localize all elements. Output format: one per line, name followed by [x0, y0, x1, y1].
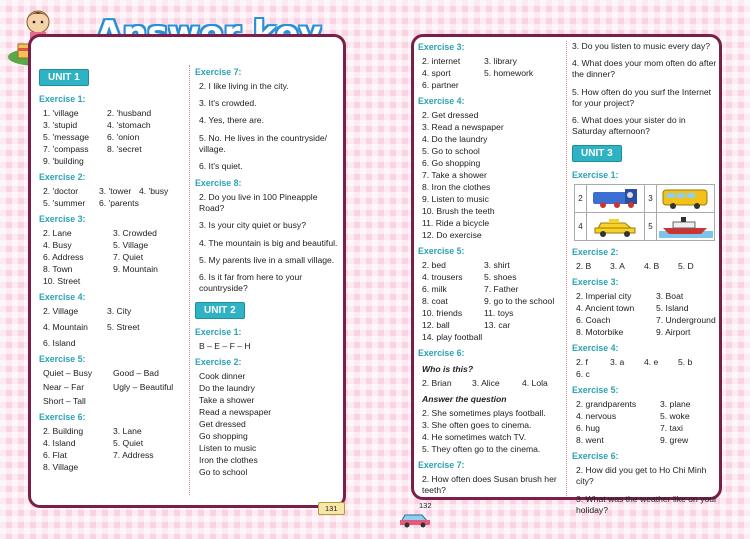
exercise-7-answers [195, 81, 341, 172]
answer: 11. Ride a bicycle [422, 218, 490, 228]
page-number-right: 132 [419, 501, 432, 510]
answer: 4. Ancient town [576, 303, 635, 314]
answer: 6. Address [43, 252, 84, 262]
exercise-label: Exercise 2: [572, 247, 619, 258]
answer: 7. 'compass [43, 144, 89, 154]
answer: 4. B [644, 261, 660, 272]
left-column-2 [195, 65, 341, 479]
answer: 2. Village [43, 306, 79, 316]
unit-2-exercise-7-continued [572, 41, 720, 137]
answer: 5. No. He lives in the countryside/ village. [199, 132, 328, 154]
answer: 4. Do the laundry [422, 134, 488, 144]
answer: 10. Street [43, 276, 81, 286]
exercise-4-answers [418, 110, 566, 240]
unit-3-exercise-2-answers [572, 261, 720, 271]
answer: 5. Quiet [113, 438, 144, 448]
who-is-this-answers [418, 378, 566, 388]
answer: 3. Lane [113, 426, 142, 436]
answer: 2. Brian [422, 378, 452, 388]
ship-picture [657, 213, 715, 241]
exercise-5-answers [39, 368, 187, 406]
answer: 8. Village [43, 462, 79, 472]
left-column-1 [39, 67, 187, 472]
answer: 5. 'summer [43, 198, 86, 208]
answer: 3. Boat [656, 291, 684, 302]
answer: 6. Flat [43, 450, 67, 460]
answer: 4. e [644, 357, 659, 368]
left-answer-panel [28, 34, 346, 508]
answer: 6. Coach [576, 315, 611, 326]
answer: 5. woke [660, 411, 690, 422]
exercise-2-answers [39, 186, 187, 208]
answer: 9. Airport [656, 327, 691, 338]
answer: 9. grew [660, 435, 689, 446]
answer: 10. Brush the teeth [422, 206, 495, 216]
answer: 9. 'building [43, 156, 84, 166]
answer: Iron the clothes [199, 455, 258, 466]
exercise-label: Exercise 1: [572, 170, 619, 181]
exercise-label: Exercise 3: [418, 42, 465, 52]
answer: 7. Underground [656, 315, 716, 326]
exercise-label: Exercise 6: [39, 412, 86, 422]
exercise-5-answers [418, 260, 566, 342]
exercise-3-answers [39, 228, 187, 286]
answer: 5. shoes [484, 272, 517, 282]
answer: 4. He sometimes watch TV. [422, 432, 527, 442]
exercise-label: Exercise 4: [39, 292, 86, 302]
exercise-6-answers [39, 426, 187, 472]
answer: 2. bed [422, 260, 446, 270]
answer: 2. 'doctor [43, 186, 79, 196]
answer: 14. play football [422, 332, 483, 342]
answer: 6. Go shopping [422, 158, 481, 168]
answer: Good – Bad [113, 368, 159, 378]
answer: 2. Imperial city [576, 291, 632, 302]
answer: 9. go to the school [484, 296, 555, 306]
answer: 5. Go to school [422, 146, 480, 156]
answer: 3. plane [660, 399, 691, 410]
answer: 6. 'onion [107, 132, 140, 142]
answer: 5. 'message [43, 132, 90, 142]
answer: 8. Motorbike [576, 327, 624, 338]
picture-number: 3 [645, 185, 657, 213]
answer: 12. ball [422, 320, 450, 330]
exercise-4-answers [39, 306, 187, 348]
answer: 3. It's crowded. [199, 98, 257, 109]
answer: 4. Mountain [43, 322, 88, 332]
answer: 5. Village [113, 240, 149, 250]
answer: 3. Do you listen to music every day? [572, 41, 711, 51]
exercise-label: Exercise 1: [39, 94, 86, 104]
answer: 5. b [678, 357, 693, 368]
answer: 11. toys [484, 308, 514, 318]
answer: 7. taxi [660, 423, 683, 434]
exercise-label: Exercise 3: [572, 277, 619, 288]
answer: 6. Is it far from here to your countryside? [199, 271, 303, 294]
exercise-label: Exercise 6: [418, 348, 465, 358]
answer: 4. Lola [522, 378, 548, 388]
answer: Read a newspaper [199, 407, 272, 418]
answer: 5. My parents live in a small village. [199, 254, 335, 265]
transport-picture-table [574, 184, 715, 241]
unit-2-badge: UNIT 2 [195, 302, 245, 319]
answer: 4. Island [43, 438, 76, 448]
exercise-label: Exercise 8: [195, 178, 242, 189]
answer: 6. partner [422, 80, 459, 90]
answer: 9. Listen to music [422, 194, 489, 204]
answer: 2. B [576, 261, 592, 272]
answer: 3. 'stupid [43, 120, 78, 130]
answer: 10. friends [422, 308, 463, 318]
answer: 6. 'parents [99, 198, 139, 208]
answer: 1. 'village [43, 108, 79, 118]
car-illustration [398, 508, 432, 528]
answer: 6. It's quiet. [199, 160, 243, 171]
exercise-label: Exercise 4: [572, 343, 619, 354]
answer: 3. A [610, 261, 625, 272]
unit-2-exercise-2-answers [195, 371, 341, 477]
answer: 4. 'busy [139, 186, 169, 196]
answer: 3. What was the weather like on your holiday? [576, 493, 717, 515]
answer: 8. 'secret [107, 144, 142, 154]
answer: Near – Far [43, 382, 85, 392]
answer: 8. Iron the clothes [422, 182, 491, 192]
answer: 6. What does your sister do in Saturday afternoon? [572, 114, 686, 137]
answer: 2. How often does Susan brush her teeth? [422, 474, 557, 496]
exercise-label: Exercise 3: [39, 214, 86, 224]
answer: 6. Island [43, 338, 76, 348]
answer: 2. Lane [43, 228, 72, 238]
answer: 5. They often go to the cinema. [422, 444, 541, 454]
exercise-label: Exercise 7: [418, 460, 465, 470]
unit-3-exercise-5-answers [572, 399, 720, 445]
answer: Take a shower [199, 395, 255, 406]
answer: 4. 'stomach [107, 120, 151, 130]
unit-2-exercise-1-answer: B – E – F – H [199, 341, 251, 352]
answer: 4. sport [422, 68, 451, 78]
answer: 7. Father [484, 284, 519, 294]
answer: 5. How often do you surf the Internet for your project? [572, 86, 712, 108]
answer: 6. milk [422, 284, 447, 294]
picture-number: 5 [645, 213, 657, 241]
answer: 3. Read a newspaper [422, 122, 504, 132]
answer: 2. f [576, 357, 588, 368]
answer: 5. homework [484, 68, 534, 78]
answer: Do the laundry [199, 383, 255, 394]
unit-3-badge: UNIT 3 [572, 145, 622, 162]
answer: 2. How did you get to Ho Chi Minh city? [576, 465, 707, 487]
answer: Go shopping [199, 431, 248, 442]
answer: 4. Busy [43, 240, 72, 250]
exercise-label: Exercise 6: [572, 451, 619, 462]
answer: 6. hug [576, 423, 600, 434]
answer: 8. Town [43, 264, 73, 274]
subheading: Answer the question [422, 394, 507, 404]
answer: 6. c [576, 369, 590, 380]
answer: 3. Is your city quiet or busy? [199, 220, 306, 231]
unit-1-badge: UNIT 1 [39, 69, 89, 86]
answer: 4. The mountain is big and beautiful. [199, 237, 338, 248]
picture-number: 2 [575, 185, 587, 213]
answer: 4. nervous [576, 411, 617, 422]
answer: 5. Street [107, 322, 140, 332]
answer: 3. She often goes to cinema. [422, 420, 532, 430]
exercise-label: Exercise 5: [418, 246, 465, 256]
answer: 2. grandparents [576, 399, 637, 410]
answer: 3. library [484, 56, 517, 66]
exercise-1-answers [39, 108, 187, 166]
unit-3-exercise-3-answers [572, 291, 720, 337]
answer: 2. 'husband [107, 108, 152, 118]
answer: 4. What does your mom often do after the dinner? [572, 58, 717, 80]
answer: Ugly – Beautiful [113, 382, 174, 392]
answer: 3. 'tower [99, 186, 132, 196]
answer: 8. coat [422, 296, 448, 306]
answer: 5. D [678, 261, 694, 272]
bus-picture [657, 185, 715, 213]
answer: 4. trousers [422, 272, 463, 282]
exercise-label: Exercise 5: [39, 354, 86, 364]
answer: 8. went [576, 435, 604, 446]
answer: 3. Alice [472, 378, 500, 388]
unit-3-exercise-6-answers [572, 465, 720, 516]
answer: 2. Building [43, 426, 84, 436]
answer: 12. Do exercise [422, 230, 482, 240]
answer: Cook dinner [199, 371, 246, 382]
answer: 5. Island [656, 303, 689, 314]
exercise-8-answers [195, 192, 341, 294]
answer: 2. She sometimes plays football. [422, 408, 546, 418]
answer: 9. Mountain [113, 264, 158, 274]
answer-question-answers [418, 408, 566, 454]
exercise-7-answers [418, 474, 566, 496]
exercise-label: Exercise 2: [195, 357, 242, 368]
exercise-label: Exercise 5: [572, 385, 619, 396]
answer: 2. Do you live in 100 Pineapple Road? [199, 192, 318, 214]
page-number-left: 131 [318, 502, 345, 515]
answer: 4. Yes, there are. [199, 115, 264, 126]
answer: 2. internet [422, 56, 461, 66]
picture-number: 4 [575, 213, 587, 241]
exercise-label: Exercise 1: [195, 327, 242, 338]
answer: Listen to music [199, 443, 257, 454]
exercise-label: Exercise 2: [39, 172, 86, 182]
right-column-2 [572, 41, 720, 522]
answer: Short – Tall [43, 396, 86, 406]
unit-3-exercise-4-answers [572, 357, 720, 379]
taxi-picture [587, 213, 645, 241]
subheading: Who is this? [422, 364, 474, 374]
answer: 2. I like living in the city. [199, 81, 289, 91]
answer: 3. Crowded [113, 228, 157, 238]
answer: 3. a [610, 357, 625, 368]
answer: 3. City [107, 306, 132, 316]
answer: 7. Take a shower [422, 170, 487, 180]
answer: 3. shirt [484, 260, 510, 270]
right-column-1 [418, 39, 566, 498]
answer: 2. Get dressed [422, 110, 479, 120]
exercise-label: Exercise 4: [418, 96, 465, 106]
train-picture [587, 185, 645, 213]
answer: Quiet – Busy [43, 368, 93, 378]
answer: Go to school [199, 467, 248, 478]
answer: 7. Quiet [113, 252, 144, 262]
answer: 7. Address [113, 450, 154, 460]
answer: 13. car [484, 320, 511, 330]
answer: Get dressed [199, 419, 246, 430]
exercise-label: Exercise 7: [195, 67, 242, 77]
exercise-3-answers [418, 56, 566, 90]
